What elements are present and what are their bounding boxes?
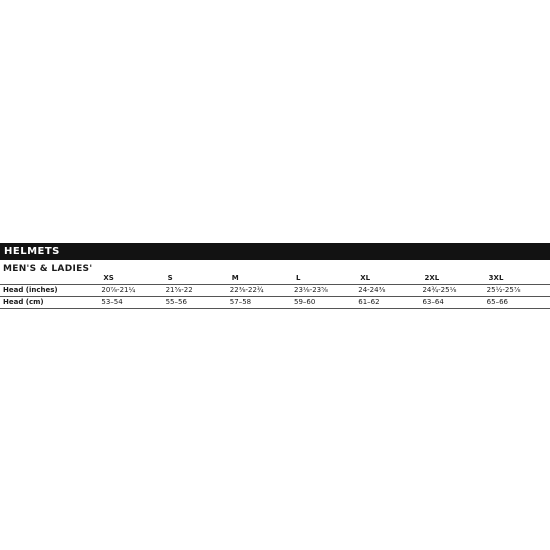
table-cell: 20⅞-21¼ [100,285,164,297]
table-cell: 21⅝-22 [165,285,229,297]
table-cell: 23⅛-23⅝ [293,285,357,297]
table-cell: 55–56 [165,297,229,309]
table-cell: 57–58 [229,297,293,309]
table-cell: 65–66 [486,297,550,309]
table-cell: 53–54 [100,297,164,309]
table-cell: 61–62 [357,297,421,309]
table-cell: 24¾-25⅛ [421,285,485,297]
table-cell: 24-24⅜ [357,285,421,297]
section-header-bar [0,243,550,260]
table-cell: 59–60 [293,297,357,309]
size-column-2xl: 2XL [424,274,440,282]
row-label-head-cm: Head (cm) [0,297,100,309]
table-cell: 63–64 [421,297,485,309]
table-cell: 22⅜-22¾ [229,285,293,297]
section-title: HELMETS [4,246,60,257]
table-row [0,297,550,309]
size-header-row [0,273,550,285]
size-chart-table [0,273,550,309]
group-title: MEN'S & LADIES' [3,264,93,274]
size-column-3xl: 3XL [488,274,504,282]
size-column-s: S [167,274,173,282]
row-label-head-inches: Head (inches) [0,285,100,297]
size-column-m: M [231,274,239,282]
table-row [0,285,550,297]
header-blank-cell [0,273,100,285]
size-column-xs: XS [103,274,114,282]
size-column-l: L [296,274,301,282]
size-column-xl: XL [360,274,371,282]
table-cell: 25½-25⅞ [486,285,550,297]
